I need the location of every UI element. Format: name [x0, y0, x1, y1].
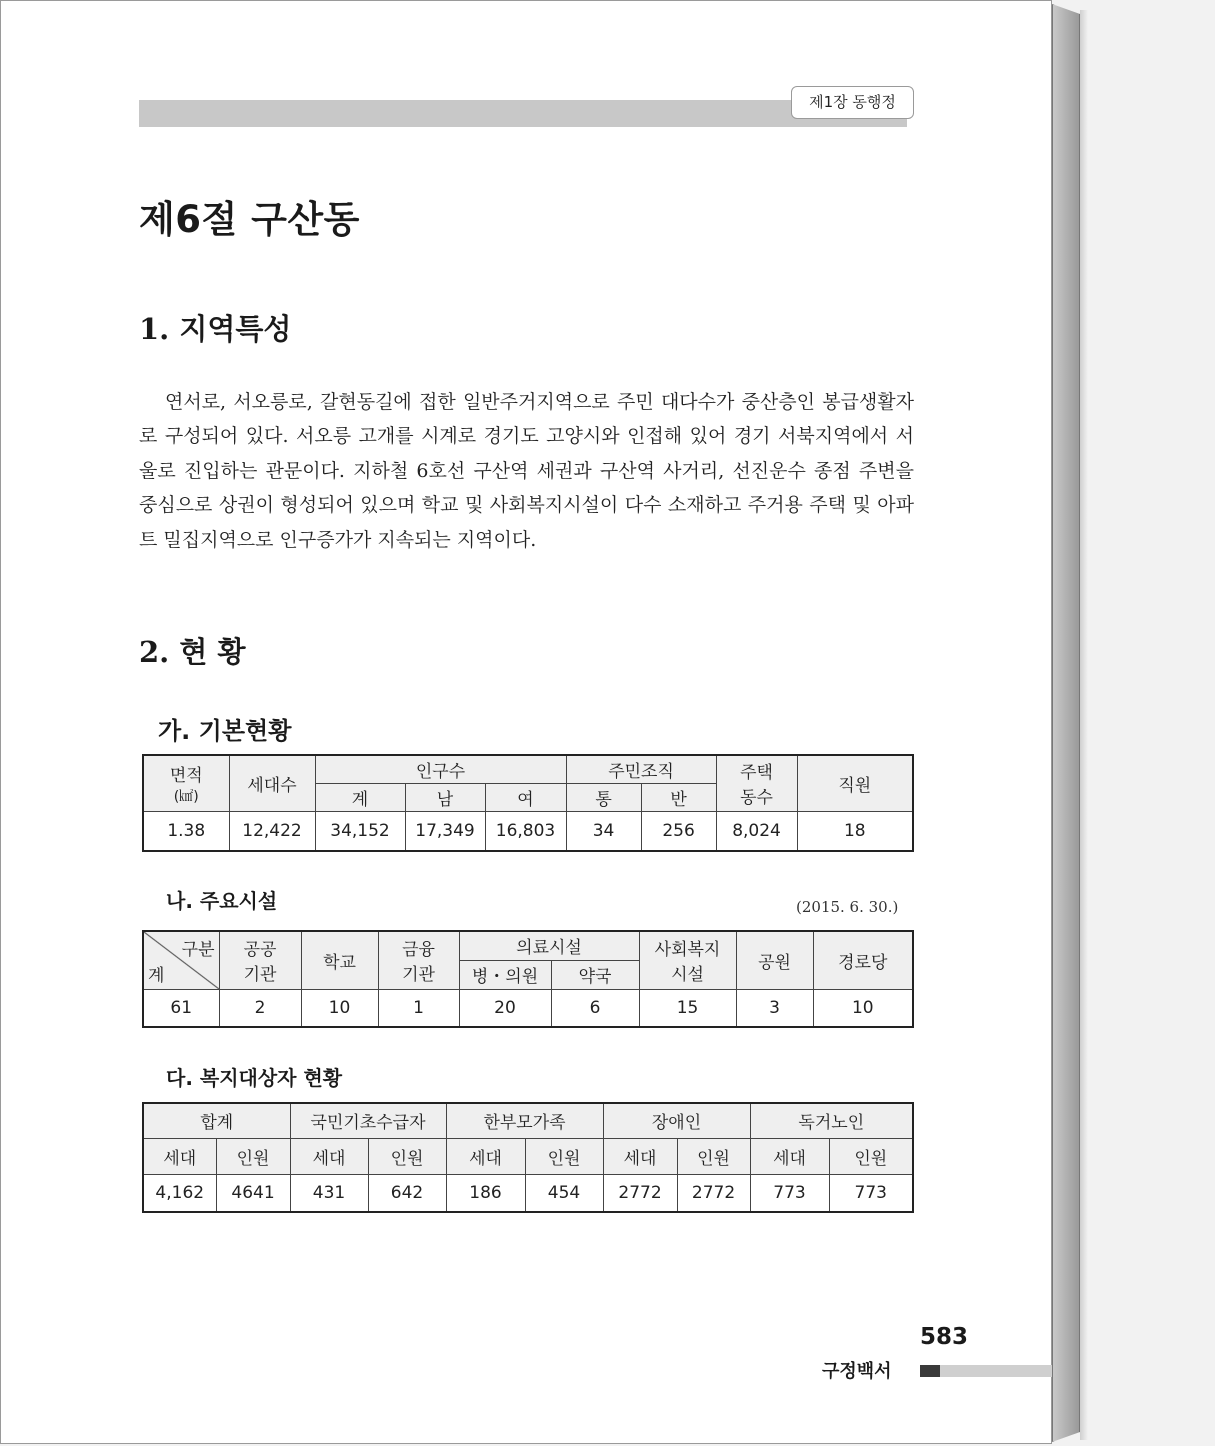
date-note: (2015. 6. 30.) [796, 898, 899, 916]
cell-value: 4,162 [143, 1174, 216, 1212]
section-title: 제6절 구산동 [139, 198, 360, 241]
cell-value: 4641 [216, 1174, 290, 1212]
cell-houses: 8,024 [716, 811, 797, 851]
cell-park: 3 [736, 989, 813, 1027]
cell-value: 454 [525, 1174, 603, 1212]
cell-area: 1.38 [143, 811, 229, 851]
facilities-table [142, 930, 914, 1028]
heading-status: 2. 현 황 [139, 635, 246, 669]
header-male: 남 [405, 783, 485, 811]
header-households: 세대수 [229, 755, 315, 811]
cell-senior-center: 10 [813, 989, 913, 1027]
cell-tong: 34 [566, 811, 641, 851]
header-ban: 반 [641, 783, 716, 811]
welfare-title: 다. 복지대상자 현황 [166, 1066, 343, 1090]
body-paragraph: 연서로, 서오릉로, 갈현동길에 접한 일반주거지역으로 주민 대다수가 중산층인 봉급생활자로 구성되어 있다. 서오릉 고개를 시계로 경기도 고양시와 인접해 있어 경기 서북지역에서 서울로 진입하는 관문이다. 지하철 6호선 구산역 세권과 구산역 사거리, 선진운수 종점 주변을 중심으로 상권이 형성되어 있으며 학교 및 사회복지시설이 다수 소재하고 주거용 주택 및 아파트 밀집지역으로 인구증가가 지속되는 지역이다. [139, 391, 914, 551]
header-hospital: 병・의원 [459, 960, 551, 989]
footer-bar [940, 1365, 1052, 1377]
header-senior-center: 경로당 [813, 931, 913, 989]
subheader: 인원 [368, 1138, 446, 1174]
cell-value: 773 [829, 1174, 913, 1212]
subheader: 인원 [829, 1138, 913, 1174]
book-title: 구정백서 [822, 1361, 892, 1382]
header-medical: 의료시설 [459, 931, 639, 960]
header-elderly-alone: 독거노인 [750, 1103, 913, 1138]
cell-hospital: 20 [459, 989, 551, 1027]
cell-pharmacy: 6 [551, 989, 639, 1027]
header-staff: 직원 [797, 755, 913, 811]
footer-marker [920, 1365, 940, 1377]
cell-value: 186 [446, 1174, 525, 1212]
header-public: 공공 기관 [219, 931, 301, 989]
cell-finance: 1 [378, 989, 459, 1027]
cell-staff: 18 [797, 811, 913, 851]
cell-value: 2772 [677, 1174, 750, 1212]
page-edge [1052, 4, 1080, 1442]
header-single-parent: 한부모가족 [446, 1103, 603, 1138]
cell-pop-total: 34,152 [315, 811, 405, 851]
header-school: 학교 [301, 931, 378, 989]
cell-value: 431 [290, 1174, 368, 1212]
chapter-tab: 제1장 동행정 [791, 86, 914, 119]
cell-value: 773 [750, 1174, 829, 1212]
header-population: 인구수 [315, 755, 566, 783]
header-total-group: 합계 [143, 1103, 290, 1138]
header-pharmacy: 약국 [551, 960, 639, 989]
header-basic-livelihood: 국민기초수급자 [290, 1103, 446, 1138]
subheader: 세대 [143, 1138, 216, 1174]
cell-school: 10 [301, 989, 378, 1027]
cell-value: 2772 [603, 1174, 677, 1212]
header-female: 여 [485, 783, 566, 811]
header-disabled: 장애인 [603, 1103, 750, 1138]
subheader: 세대 [603, 1138, 677, 1174]
page-shadow [1080, 10, 1088, 1440]
basic-status-title: 가. 기본현황 [158, 717, 292, 745]
header-resident-org: 주민조직 [566, 755, 716, 783]
subheader: 세대 [446, 1138, 525, 1174]
header-park: 공원 [736, 931, 813, 989]
page-number: 583 [920, 1324, 969, 1350]
basic-status-table [142, 754, 914, 852]
header-total: 계 [315, 783, 405, 811]
subheader: 세대 [290, 1138, 368, 1174]
cell-pop-male: 17,349 [405, 811, 485, 851]
cell-ban: 256 [641, 811, 716, 851]
cell-welfare: 15 [639, 989, 736, 1027]
header-area: 면적 (㎢) [143, 755, 229, 811]
facilities-title: 나. 주요시설 [166, 889, 278, 913]
header-tong: 통 [566, 783, 641, 811]
subheader: 인원 [216, 1138, 290, 1174]
cell-sum: 61 [143, 989, 219, 1027]
cell-public: 2 [219, 989, 301, 1027]
subheader: 인원 [525, 1138, 603, 1174]
header-finance: 금융 기관 [378, 931, 459, 989]
subheader: 세대 [750, 1138, 829, 1174]
cell-households: 12,422 [229, 811, 315, 851]
header-houses: 주택 동수 [716, 755, 797, 811]
header-category-diagonal: 구분 계 [143, 931, 219, 989]
cell-value: 642 [368, 1174, 446, 1212]
heading-regional-characteristics: 1. 지역특성 [139, 312, 292, 346]
cell-pop-female: 16,803 [485, 811, 566, 851]
welfare-table [142, 1102, 914, 1213]
header-welfare: 사회복지 시설 [639, 931, 736, 989]
subheader: 인원 [677, 1138, 750, 1174]
